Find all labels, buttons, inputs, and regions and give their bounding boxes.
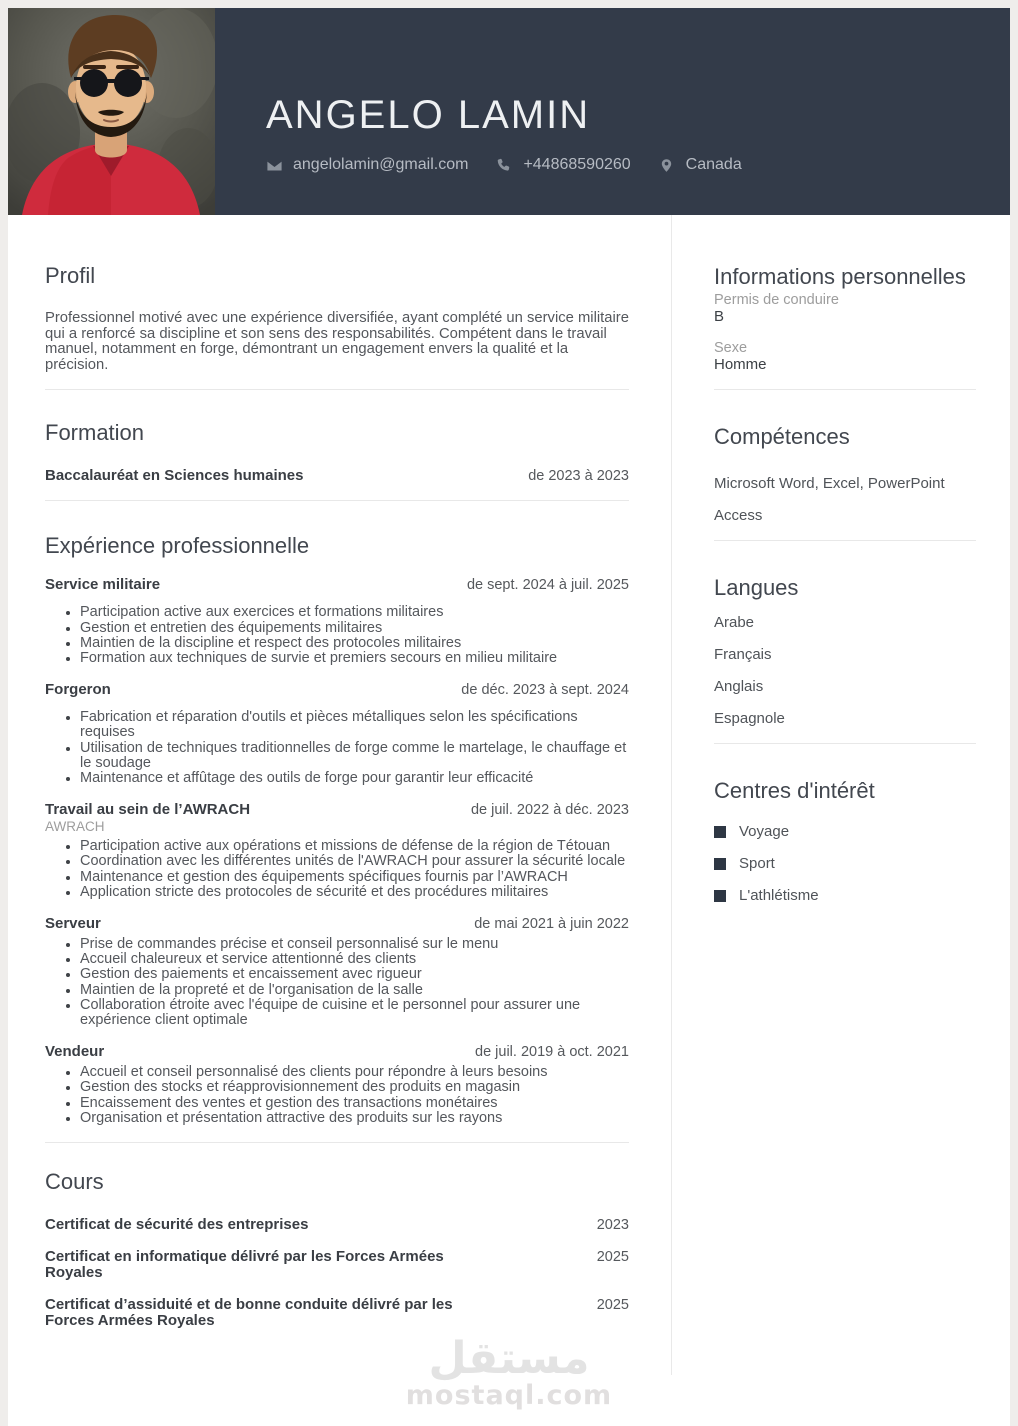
bullet-item: • Gestion des paiements et encaissement avec rigueur xyxy=(80,967,629,982)
job-title: Serveur xyxy=(45,915,101,933)
bullet-item: • Gestion et entretien des équipements militaires xyxy=(80,621,629,636)
mail-icon xyxy=(266,157,283,174)
job-head xyxy=(45,1044,629,1060)
section-formation xyxy=(45,420,629,484)
job-bullets xyxy=(45,1065,629,1126)
mostaql-domain: mostaql.com xyxy=(405,1380,613,1411)
job-entry xyxy=(45,577,629,666)
square-bullet-icon xyxy=(714,890,726,902)
info-field xyxy=(714,340,976,373)
divider xyxy=(45,500,629,501)
contact-row xyxy=(266,156,770,174)
cours-entry-year: 2025 xyxy=(596,1296,629,1313)
infos-title: Informations personnelles xyxy=(714,264,966,289)
section-langues xyxy=(714,573,976,726)
contact-phone xyxy=(496,156,630,174)
interest-item xyxy=(714,888,976,904)
bullet-item: • Maintien de la discipline et respect des protocoles militaires xyxy=(80,636,629,651)
contact-location xyxy=(659,156,742,174)
job-bullets xyxy=(45,839,629,900)
skills-list xyxy=(714,476,976,523)
job-title: Vendeur xyxy=(45,1043,105,1061)
bullet-item: • Maintien de la propreté et de l'organisation de la salle xyxy=(80,983,629,998)
bullet-item: • Formation aux techniques de survie et premiers secours en milieu militaire xyxy=(80,651,629,666)
cv-header xyxy=(8,8,1010,215)
job-head xyxy=(45,577,629,593)
interest-item xyxy=(714,824,976,840)
cours-entry-year: 2025 xyxy=(596,1248,629,1265)
job-entry xyxy=(45,916,629,1028)
bullet-item: • Maintenance et gestion des équipements spécifiques fournis par l’AWRACH xyxy=(80,870,629,885)
bullet-item: • Fabrication et réparation d'outils et pièces métalliques selon les spécifications requises xyxy=(80,710,629,740)
divider xyxy=(45,389,629,390)
interest-item xyxy=(714,856,976,872)
degree-title: Baccalauréat en Sciences humaines xyxy=(45,467,304,485)
skill-item: Access xyxy=(714,507,763,524)
cv-body xyxy=(8,215,1010,1375)
section-cours xyxy=(45,1169,629,1330)
bullet-item: • Accueil chaleureux et service attentionné des clients xyxy=(80,952,629,967)
sidebar xyxy=(672,215,1010,1375)
interest-label: L'athlétisme xyxy=(739,887,819,904)
language-item: Français xyxy=(714,646,772,663)
cours-entry xyxy=(45,1297,629,1330)
profil-title: Profil xyxy=(45,263,96,288)
field-label: Sexe xyxy=(714,340,748,356)
info-field xyxy=(714,292,976,325)
profil-text: Professionnel motivé avec une expérience diversifiée, ayant complété un service militaire qui a renforcé sa discipline et son sens des responsabilités. Compétent dans le travail manuel, notamment en forge, démontrant un engagement envers la qualité et la précision. xyxy=(45,310,629,373)
language-item: Anglais xyxy=(714,678,764,695)
degree-date: de 2023 à 2023 xyxy=(528,468,629,485)
field-value: Homme xyxy=(714,356,767,373)
section-experience xyxy=(45,533,629,1126)
cours-entry xyxy=(45,1249,629,1282)
cours-entry xyxy=(45,1217,629,1234)
cv-page xyxy=(8,8,1010,1426)
bullet-item: • Collaboration étroite avec l'équipe de cuisine et le personnel pour assurer une expérience client optimale xyxy=(80,998,629,1028)
header-info xyxy=(215,8,770,215)
formation-entry xyxy=(45,468,629,484)
competences-title: Compétences xyxy=(714,424,850,449)
formation-title: Formation xyxy=(45,420,145,446)
bullet-item: • Gestion des stocks et réapprovisionnement des produits en magasin xyxy=(80,1080,629,1095)
job-bullets xyxy=(45,937,629,1028)
candidate-name: ANGELO LAMIN xyxy=(266,93,591,137)
divider xyxy=(714,540,976,541)
job-head xyxy=(45,802,629,818)
section-profil xyxy=(45,263,629,373)
language-item: Espagnole xyxy=(714,710,785,727)
contact-email xyxy=(266,156,468,174)
language-item: Arabe xyxy=(714,614,755,631)
cours-entry-title: Certificat d’assiduité et de bonne conduite délivré par les Forces Armées Royales xyxy=(45,1295,453,1330)
langues-title: Langues xyxy=(714,575,799,600)
phone-icon xyxy=(496,157,513,174)
job-date: de mai 2021 à juin 2022 xyxy=(474,916,629,933)
divider xyxy=(45,1142,629,1143)
experience-title: Expérience professionnelle xyxy=(45,533,310,559)
job-entry xyxy=(45,682,629,786)
bullet-item: • Organisation et présentation attractive des produits sur les rayons xyxy=(80,1111,629,1126)
job-date: de déc. 2023 à sept. 2024 xyxy=(461,682,629,699)
bullet-item: • Prise de commandes précise et conseil personnalisé sur le menu xyxy=(80,937,629,952)
bullet-item: • Coordination avec les différentes unités de l'AWRACH pour assurer la sécurité locale xyxy=(80,854,629,869)
section-infos-personnelles xyxy=(714,262,976,373)
bullet-item: • Accueil et conseil personnalisé des clients pour répondre à leurs besoins xyxy=(80,1065,629,1080)
bullet-item: • Participation active aux opérations et missions de défense de la région de Tétouan xyxy=(80,839,629,854)
job-bullets xyxy=(45,605,629,666)
cours-entry-title: Certificat de sécurité des entreprises xyxy=(45,1216,309,1234)
job-date: de juil. 2019 à oct. 2021 xyxy=(475,1044,629,1061)
interets-title: Centres d'intérêt xyxy=(714,778,875,803)
bullet-item: • Encaissement des ventes et gestion des transactions monétaires xyxy=(80,1096,629,1111)
job-bullets xyxy=(45,710,629,786)
skill-item: Microsoft Word, Excel, PowerPoint xyxy=(714,475,945,492)
job-date: de juil. 2022 à déc. 2023 xyxy=(470,802,629,819)
phone-text: +44868590260 xyxy=(523,156,631,173)
job-title: Forgeron xyxy=(45,681,111,699)
mostaql-logo-arabic: مستقل xyxy=(428,1333,590,1384)
profile-photo-illustration xyxy=(8,8,215,215)
location-text: Canada xyxy=(685,156,742,173)
interest-label: Sport xyxy=(739,855,775,872)
job-employer: AWRACH xyxy=(45,819,105,835)
square-bullet-icon xyxy=(714,826,726,838)
interest-label: Voyage xyxy=(739,823,790,840)
languages-list xyxy=(714,615,976,726)
square-bullet-icon xyxy=(714,858,726,870)
bullet-item: • Participation active aux exercices et formations militaires xyxy=(80,605,629,620)
job-date: de sept. 2024 à juil. 2025 xyxy=(466,577,629,594)
job-title: Service militaire xyxy=(45,576,161,594)
location-icon xyxy=(659,157,676,174)
job-title: Travail au sein de l’AWRACH xyxy=(45,801,251,819)
cours-entry-title: Certificat en informatique délivré par les Forces Armées Royales xyxy=(45,1247,444,1282)
cours-entry-year: 2023 xyxy=(596,1217,629,1234)
bullet-item: • Maintenance et affûtage des outils de forge pour garantir leur efficacité xyxy=(80,771,629,786)
main-column xyxy=(8,215,672,1375)
job-head xyxy=(45,916,629,932)
email-text: angelolamin@gmail.com xyxy=(293,156,469,173)
section-competences xyxy=(714,422,976,523)
profile-photo xyxy=(8,8,215,215)
job-entry xyxy=(45,1044,629,1126)
job-entry xyxy=(45,802,629,900)
divider xyxy=(714,743,976,744)
field-label: Permis de conduire xyxy=(714,292,839,308)
cours-title: Cours xyxy=(45,1169,104,1195)
bullet-item: • Application stricte des protocoles de sécurité et des procédures militaires xyxy=(80,885,629,900)
field-value: B xyxy=(714,308,725,325)
divider xyxy=(714,389,976,390)
section-interets xyxy=(714,776,976,904)
bullet-item: • Utilisation de techniques traditionnelles de forge comme le martelage, le chauffage et le soudage xyxy=(80,741,629,771)
job-head xyxy=(45,682,629,698)
